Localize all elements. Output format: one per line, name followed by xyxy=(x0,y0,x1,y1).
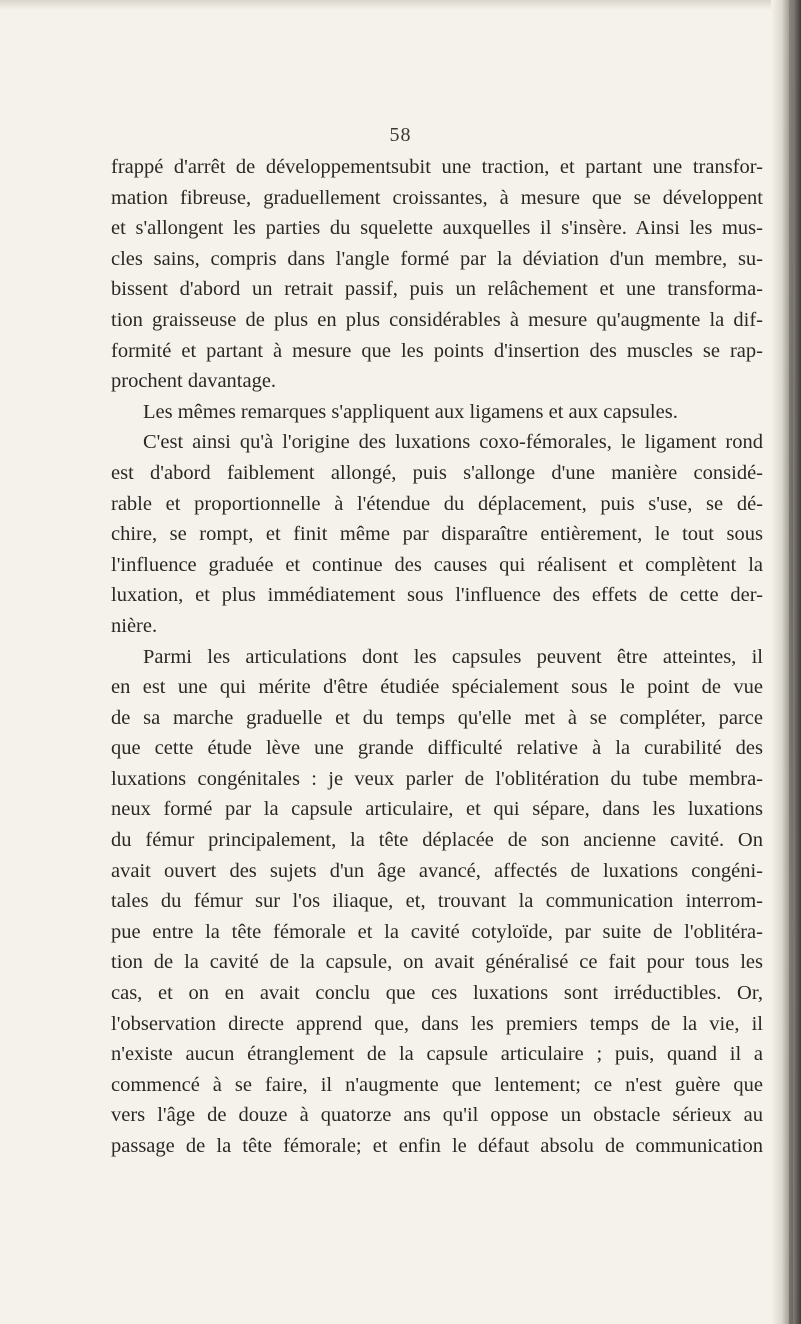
text-line: tion graisseuse de plus en plus considérables à mesure qu'augmente la dif- xyxy=(111,308,763,331)
text-line: nière. xyxy=(111,614,158,637)
text-line: Les mêmes remarques s'appliquent aux ligamens et aux capsules. xyxy=(143,400,678,423)
text-line: cles sains, compris dans l'angle formé par la déviation d'un membre, su- xyxy=(111,247,763,270)
text-line: est d'abord faiblement allongé, puis s'allonge d'une manière considé- xyxy=(111,461,763,484)
page-edge-shadow xyxy=(771,0,801,1324)
text-line: luxation, et plus immédiatement sous l'influence des effets de cette der- xyxy=(111,584,763,607)
text-line: Parmi les articulations dont les capsules peuvent être atteintes, il xyxy=(143,645,763,668)
page-number: 58 xyxy=(389,124,412,146)
text-line: chire, se rompt, et finit même par disparaître entièrement, le tout sous xyxy=(111,523,763,546)
text-line: cas, et on en avait conclu que ces luxations sont irréductibles. Or, xyxy=(111,982,763,1005)
text-line: neux formé par la capsule articulaire, et qui sépare, dans les luxations xyxy=(111,798,763,821)
text-line: en est une qui mérite d'être étudiée spécialement sous le point de vue xyxy=(111,676,763,699)
text-line: et s'allongent les parties du squelette auxquelles il s'insère. Ainsi les mus- xyxy=(111,217,763,240)
text-line: que cette étude lève une grande difficulté relative à la curabilité des xyxy=(111,737,763,760)
text-line: rable et proportionnelle à l'étendue du déplacement, puis s'use, se dé- xyxy=(111,492,763,515)
text-line: formité et partant à mesure que les points d'insertion des muscles se rap- xyxy=(111,339,763,362)
text-line: bissent d'abord un retrait passif, puis un relâchement et une transforma- xyxy=(111,278,763,301)
body-text xyxy=(111,152,763,1162)
text-line: l'influence graduée et continue des causes qui réalisent et complètent la xyxy=(111,553,763,576)
top-edge-shadow xyxy=(0,0,801,10)
text-line: luxations congénitales : je veux parler de l'oblitération du tube membra- xyxy=(111,767,763,790)
text-line: C'est ainsi qu'à l'origine des luxations coxo-fémorales, le ligament rond xyxy=(143,431,763,454)
text-line: vers l'âge de douze à quatorze ans qu'il oppose un obstacle sérieux au xyxy=(111,1104,763,1127)
text-line: du fémur principalement, la tête déplacée de son ancienne cavité. On xyxy=(111,829,763,852)
text-line: tales du fémur sur l'os iliaque, et, trouvant la communication interrom- xyxy=(111,890,763,913)
page-edge-line xyxy=(789,0,793,1324)
text-line: mation fibreuse, graduellement croissantes, à mesure que se développent xyxy=(111,186,763,209)
text-line: frappé d'arrêt de développementsubit une traction, et partant une transfor- xyxy=(111,156,763,178)
text-line: prochent davantage. xyxy=(111,370,277,393)
text-line: n'existe aucun étranglement de la capsule articulaire ; puis, quand il a xyxy=(111,1043,763,1066)
text-line: commencé à se faire, il n'augmente que lentement; ce n'est guère que xyxy=(111,1073,763,1096)
text-line: passage de la tête fémorale; et enfin le défaut absolu de communication xyxy=(111,1135,763,1157)
text-line: l'observation directe apprend que, dans les premiers temps de la vie, il xyxy=(111,1012,763,1035)
text-line: tion de la cavité de la capsule, on avait généralisé ce fait pour tous les xyxy=(111,951,763,974)
text-line: de sa marche graduelle et du temps qu'elle met à se compléter, parce xyxy=(111,706,763,729)
text-line: avait ouvert des sujets d'un âge avancé, affectés de luxations congéni- xyxy=(111,859,763,882)
text-line: pue entre la tête fémorale et la cavité cotyloïde, par suite de l'oblitéra- xyxy=(111,920,763,943)
